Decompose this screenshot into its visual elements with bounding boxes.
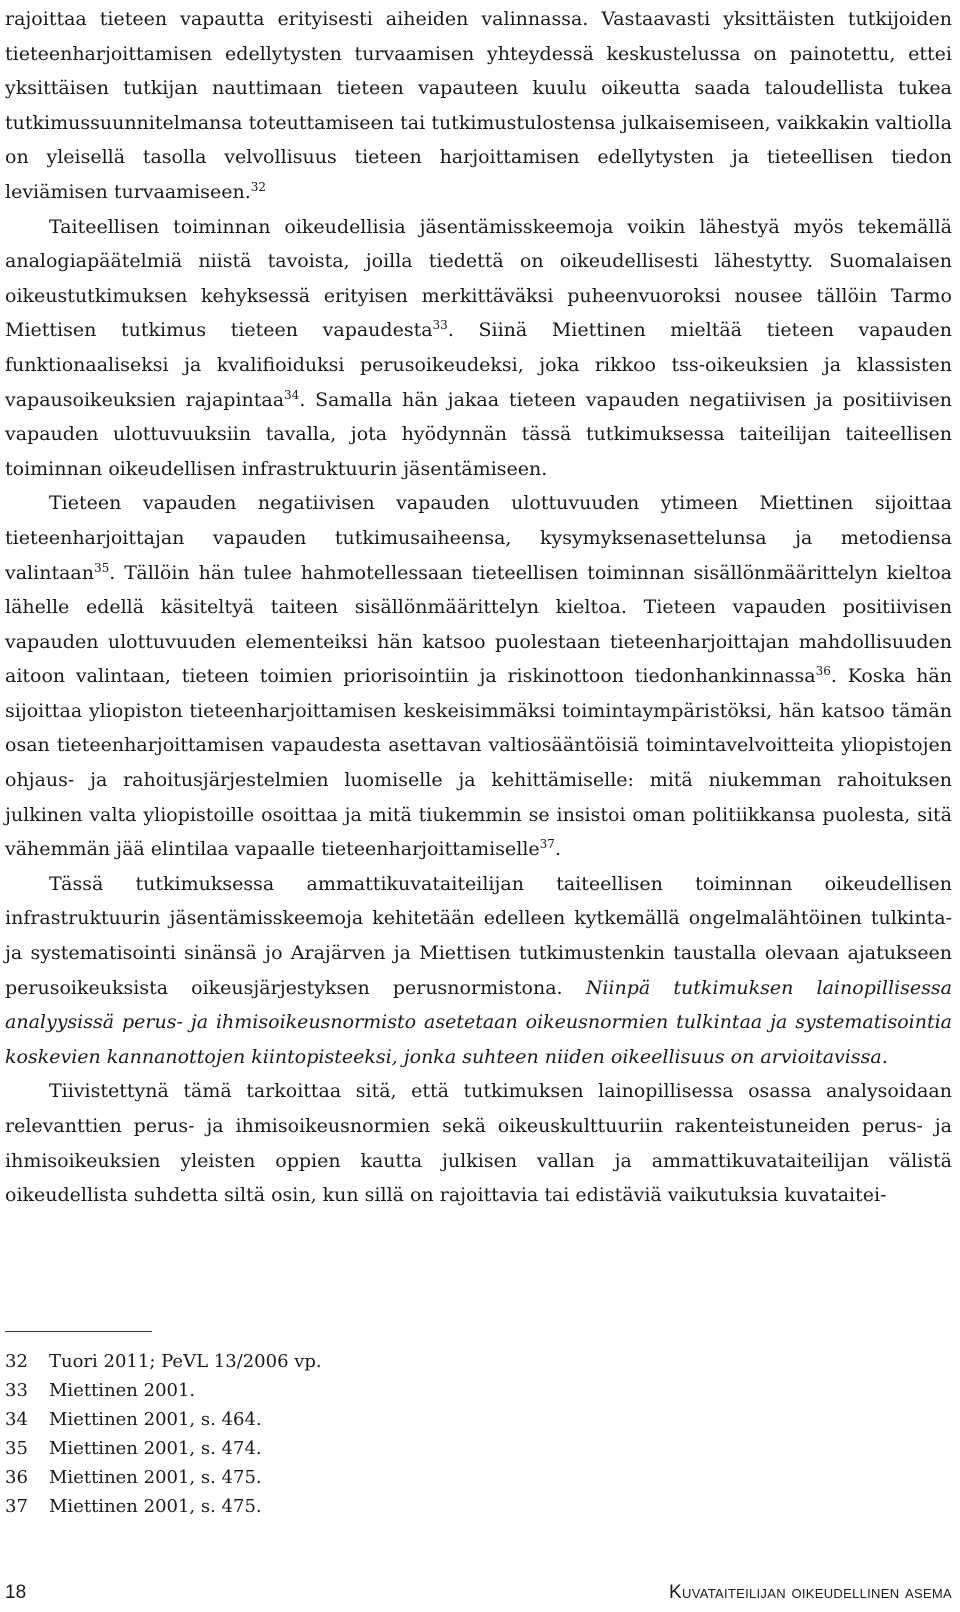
paragraph [5, 210, 952, 487]
text-segment: . Siinä Miettinen mieltää tieteen vapauden funktionaaliseksi ja kvalifioiduksi perusoikeudeksi, joka rikkoo tss-oikeuksien ja klassisten vapausoikeuksien rajapintaa [5, 319, 952, 411]
text-segment: rajoittaa tieteen vapautta erityisesti aiheiden valinnassa. Vastaavasti yksittäisten tutkijoiden tieteenharjoittamisen edellytysten turvaamisen yhteydessä keskustelussa on painotettu, ettei yksittäisen tutkijan nauttimaan tieteen vapauteen kuulu oikeutta saada taloudellista tukea tutkimussuunnitelmansa toteuttamiseen tai tutkimustulostensa julkaisemiseen, vaikkakin valtiolla on yleisellä tasolla velvollisuus tieteen harjoittamisen edellytysten ja tieteellisen tiedon leviämisen turvaamiseen. [5, 8, 952, 203]
footnote-reference: 36 [815, 664, 831, 679]
footnote-reference: 32 [250, 179, 267, 194]
footnote-item [5, 1492, 605, 1521]
footnote-number: 36 [5, 1467, 28, 1488]
footnote-number: 33 [5, 1380, 28, 1401]
text-segment: Taiteellisen toiminnan oikeudellisia jäsentämisskeemoja voikin lähestyä myös tekemällä analogiapäätelmiä niistä tavoista, joilla tiedettä on oikeudellisesti lähestytty. Suomalaisen oikeustutkimuksen kehyksessä erityisen merkittäväksi puheenvuoroksi nousee tällöin Tarmo Miettisen tutkimus tieteen vapaudesta [5, 215, 952, 342]
text-segment: . [554, 838, 561, 861]
text-segment: Tieteen vapauden negatiivisen vapauden ulottuvuuden ytimeen Miettinen sijoittaa tieteenharjoittajan vapauden tutkimusaiheensa, kysymyksenasettelunsa ja metodiensa valintaan [5, 492, 952, 584]
footnote-item [5, 1347, 605, 1376]
emphasized-text: Niinpä tutkimuksen lainopillisessa analyysissä perus- ja ihmisoikeusnormisto asetetaan oikeusnormien tulkintaa ja systematisointia koskevien kannanottojen kiintopisteeksi, jonka suhteen niiden oikeellisuus on arvioitavissa. [5, 976, 952, 1068]
document-page [5, 0, 952, 1612]
footnote-number: 34 [5, 1409, 28, 1430]
running-title: Kuvataiteilijan oikeudellinen asema [669, 1582, 952, 1603]
footnote-text: Miettinen 2001, s. 464. [49, 1409, 262, 1430]
footnote-item [5, 1405, 605, 1434]
footnote-reference: 34 [284, 387, 300, 402]
page-number: 18 [5, 1582, 27, 1603]
footnote-number: 35 [5, 1438, 28, 1459]
text-segment: Tiivistettynä tämä tarkoittaa sitä, että tutkimuksen lainopillisessa osassa analysoidaan relevanttien perus- ja ihmisoikeusnormien sekä oikeuskulttuuriin rakenteistuneiden perus- ja ihmisoikeuksien yleisten oppien kautta julkisen vallan ja ammattikuvataiteilijan välistä oikeudellista suhdetta siltä osin, kun sillä on rajoittavia tai edistäviä vaikutuksia kuvataitei- [5, 1080, 952, 1207]
footnote-separator [5, 1331, 152, 1332]
body-text [5, 2, 952, 1213]
footnote-item [5, 1376, 605, 1405]
footnote-number: 37 [5, 1496, 28, 1517]
text-segment: Tässä tutkimuksessa ammattikuvataiteilijan taiteellisen toiminnan oikeudellisen infrastruktuurin jäsentämisskeemoja kehitetään edelleen kytkemällä ongelmalähtöinen tulkinta- ja systematisointi sinänsä jo Arajärven ja Miettisen tutkimustenkin taustalla olevaan ajatukseen perusoikeuksista oikeusjärjestyksen perusnormistona. [5, 872, 952, 999]
paragraph [5, 1074, 952, 1212]
footnotes [5, 1347, 605, 1521]
page-footer [5, 1582, 952, 1610]
footnote-number: 32 [5, 1351, 28, 1372]
text-segment: . Koska hän sijoittaa yliopiston tieteenharjoittamisen keskeisimmäksi toimintaympäristöksi, hän katsoo tämän osan tieteenharjoittamisen vapaudesta asettavan valtiosääntöisiä toimintavelvoitteita yliopistojen ohjaus- ja rahoitusjärjestelmien luomiselle ja kehittämiselle: mitä niukemman rahoituksen julkinen valta yliopistoille osoittaa ja mitä tiukemmin se insistoi oman politiikkansa puolesta, sitä vähemmän jää elintilaa vapaalle tieteenharjoittamiselle [5, 665, 952, 861]
footnote-text: Miettinen 2001, s. 475. [49, 1467, 262, 1488]
footnote-reference: 35 [93, 560, 110, 575]
text-segment: . Tällöin hän tulee hahmotellessaan tieteellisen toiminnan sisällönmäärittelyn kieltoa lähelle edellä käsiteltyä taiteen sisällönmäärittelyn kieltoa. Tieteen vapauden positiivisen vapauden ulottuvuuden elementeiksi hän katsoo puolestaan tieteenharjoittajan mahdollisuuden aitoon valintaan, tieteen toimien priorisointiin ja riskinottoon tiedonhankinnassa [5, 561, 952, 688]
footnote-item [5, 1463, 605, 1492]
paragraph [5, 486, 952, 867]
footnote-reference: 33 [432, 318, 448, 333]
text-segment: . Samalla hän jakaa tieteen vapauden negatiivisen ja positiivisen vapauden ulottuvuuksiin tavalla, jota hyödynnän tässä tutkimuksessa taiteilijan taiteellisen toiminnan oikeudellisen infrastruktuurin jäsentämiseen. [5, 388, 952, 480]
paragraph [5, 867, 952, 1075]
footnote-reference: 37 [539, 837, 555, 852]
footnote-text: Miettinen 2001, s. 474. [49, 1438, 262, 1459]
footnote-text: Miettinen 2001, s. 475. [49, 1496, 262, 1517]
footnote-item [5, 1434, 605, 1463]
footnote-text: Tuori 2011; PeVL 13/2006 vp. [49, 1351, 322, 1372]
paragraph [5, 2, 952, 210]
footnote-text: Miettinen 2001. [49, 1380, 196, 1401]
